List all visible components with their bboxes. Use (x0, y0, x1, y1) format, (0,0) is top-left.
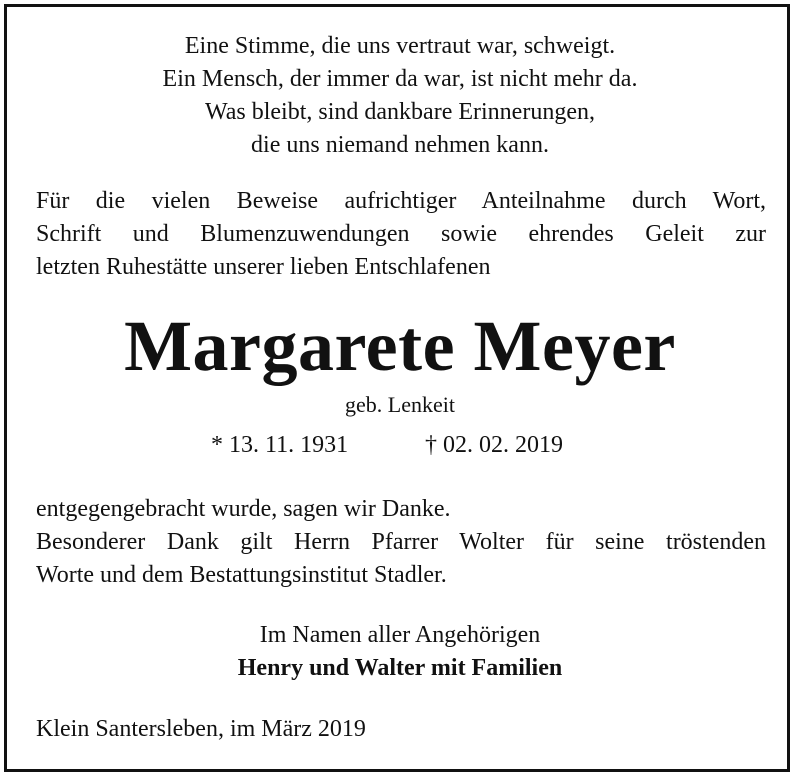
intro-line: letzten Ruhestätte unserer lieben Entschlafenen (36, 254, 491, 280)
death-date: † 02. 02. 2019 (425, 432, 563, 458)
memorial-poem (0, 30, 800, 162)
outro-line: entgegengebracht wurde, sagen wir Danke. (36, 496, 451, 522)
deceased-name: Margarete Meyer (124, 306, 676, 386)
thanks-outro (36, 493, 766, 592)
poem-line: Eine Stimme, die uns vertraut war, schweigt. (184, 33, 616, 59)
place-date: Klein Santersleben, im März 2019 (36, 716, 366, 742)
signature (0, 619, 800, 685)
outro-line: Worte und dem Bestattungsinstitut Stadler. (36, 562, 447, 588)
signature-families: Henry und Walter mit Familien (237, 655, 563, 681)
maiden-name: geb. Lenkeit (345, 392, 455, 417)
outro-line: Besonderer Dank gilt Herrn Pfarrer Wolter für seine tröstenden (36, 529, 766, 555)
signature-relatives: Im Namen aller Angehörigen (259, 622, 541, 648)
thanks-intro (36, 185, 766, 284)
poem-line: die uns niemand nehmen kann. (251, 132, 549, 158)
poem-line: Was bleibt, sind dankbare Erinnerungen, (205, 99, 595, 125)
birth-date: * 13. 11. 1931 (211, 432, 349, 458)
intro-line: Schrift und Blumenzuwendungen sowie ehrendes Geleit zur (36, 221, 766, 247)
intro-line: Für die vielen Beweise aufrichtiger Anteilnahme durch Wort, (36, 188, 766, 214)
poem-line: Ein Mensch, der immer da war, ist nicht mehr da. (162, 66, 638, 92)
